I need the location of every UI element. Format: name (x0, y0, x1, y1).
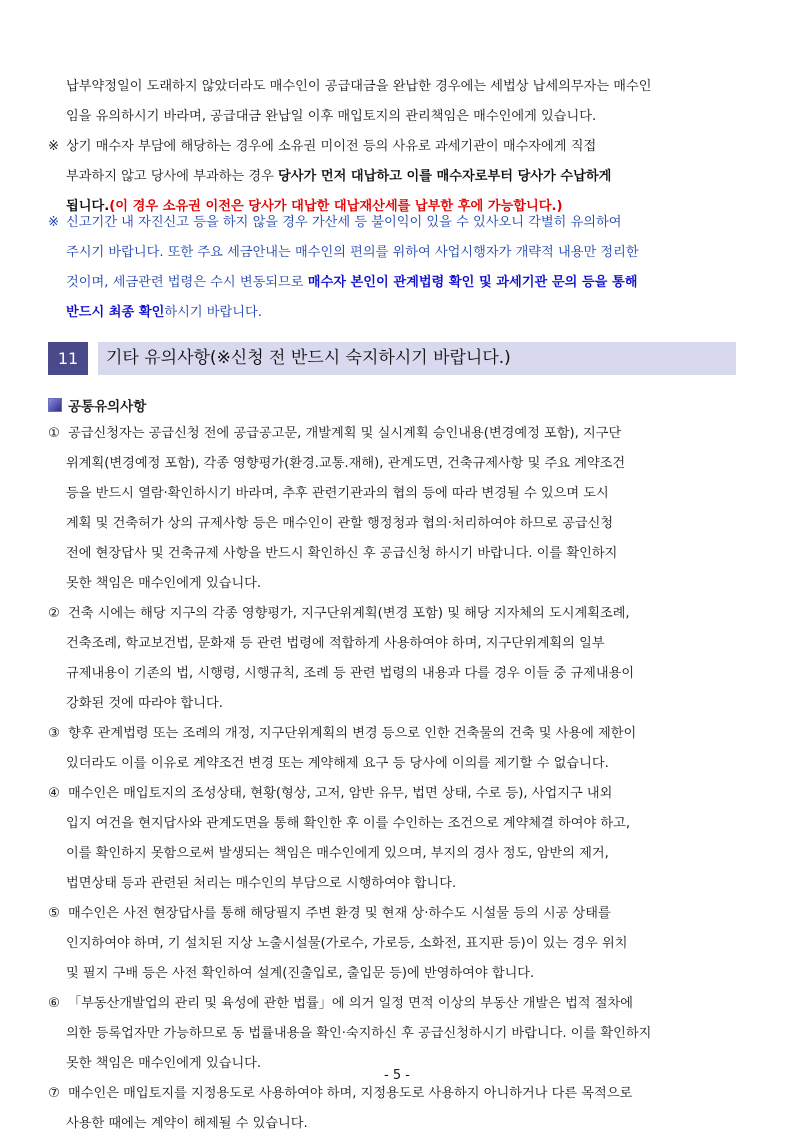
text-line: 하시기 바랍니다. (164, 305, 262, 320)
subheading-label: 공통유의사항 (68, 399, 147, 415)
item-number: ⑥ (48, 996, 60, 1011)
text-line: 인지하여야 하며, 기 설치된 지상 노출시설물(가로수, 가로등, 소화전, 표지판 등)이 있는 경우 위치 (66, 936, 628, 951)
list-item (48, 419, 760, 599)
tax-liability-paragraph (48, 72, 758, 132)
text-line: 향후 관계법령 또는 조례의 개정, 지구단위계획의 변경 등으로 인한 건축물의 건축 및 사용에 제한이 (68, 726, 637, 741)
item-number: ⑦ (48, 1086, 60, 1101)
page-number: - 5 - (384, 1068, 410, 1083)
text-line: 건축 시에는 해당 지구의 각종 영향평가, 지구단위계획(변경 포함) 및 해당 지자체의 도시계획조례, (68, 606, 630, 621)
text-line: 있더라도 이를 이유로 계약조건 변경 또는 계약해제 요구 등 당사에 이의를 제기할 수 없습니다. (66, 756, 609, 771)
text-line: 못한 책임은 매수인에게 있습니다. (66, 1056, 262, 1071)
text-line: 강화된 것에 따라야 합니다. (66, 696, 223, 711)
text-line: 매수인은 매입토지의 조성상태, 현황(형상, 고저, 암반 유무, 법면 상태, 수로 등), 사업지구 내외 (68, 786, 613, 801)
text-line: 매수인은 매입토지를 지정용도로 사용하여야 하며, 지정용도로 사용하지 아니하거나 다른 목적으로 (68, 1086, 633, 1101)
item-number: ① (48, 426, 60, 441)
item-number: ④ (48, 786, 60, 801)
text-line: 건축조례, 학교보건법, 문화재 등 관련 법령에 적합하게 사용하여야 하며, 지구단위계획의 일부 (66, 636, 605, 651)
note-mark: ※ (48, 215, 60, 230)
list-item (48, 719, 760, 779)
item-number: ③ (48, 726, 60, 741)
subheading (48, 397, 146, 417)
note-mark: ※ (48, 139, 60, 154)
text-line: 계획 및 건축허가 상의 규제사항 등은 매수인이 관할 행정청과 협의·처리하여야 하므로 공급신청 (66, 516, 614, 531)
notice-item-list (48, 419, 760, 1139)
text-line: 사용한 때에는 계약이 해제될 수 있습니다. (66, 1116, 308, 1131)
list-item (48, 899, 760, 989)
text-line: 및 필지 구배 등은 사전 확인하여 설계(진출입로, 출입문 등)에 반영하여야 합니다. (66, 966, 535, 981)
text-line: 의한 등록업자만 가능하므로 동 법률내용을 확인·숙지하신 후 공급신청하시기 바랍니다. 이를 확인하지 (66, 1026, 652, 1041)
text-line: 주시기 바랍니다. 또한 주요 세금안내는 매수인의 편의를 위하여 사업시행자가 개략적 내용만 정리한 (66, 245, 639, 260)
text-line: 전에 현장답사 및 건축규제 사항을 반드시 확인하신 후 공급신청 하시기 바랍니다. 이를 확인하지 (66, 546, 618, 561)
text-line: 등을 반드시 열람·확인하시기 바라며, 추후 관련기관과의 협의 등에 따라 변경될 수 있으며 도시 (66, 486, 609, 501)
text-line: 임을 유의하시기 바라며, 공급대금 완납일 이후 매입토지의 관리책임은 매수인에게 있습니다. (66, 109, 597, 124)
text-line: 부과하지 않고 당사에 부과하는 경우 (66, 169, 279, 184)
text-line: 이를 확인하지 못함으로써 발생되는 책임은 매수인에게 있으며, 부지의 경사 정도, 암반의 제거, (66, 846, 609, 861)
text-line: 상기 매수자 부담에 해당하는 경우에 소유권 미이전 등의 사유로 과세기관이 매수자에게 직접 (66, 139, 597, 154)
list-item (48, 779, 760, 899)
section-title: 기타 유의사항(※신청 전 반드시 숙지하시기 바랍니다.) (98, 342, 736, 375)
item-number: ② (48, 606, 60, 621)
text-line: 매수인은 사전 현장답사를 통해 해당필지 주변 환경 및 현재 상·하수도 시설물 등의 시공 상태를 (68, 906, 611, 921)
section-header (48, 342, 736, 375)
warning-text: (이 경우 소유권 이전은 당사가 대납한 대납재산세를 납부한 후에 가능합니다.) (109, 199, 563, 214)
text-line: 위계획(변경예정 포함), 각종 영향평가(환경.교통.재해), 관계도면, 건축규제사항 및 주요 계약조건 (66, 456, 626, 471)
list-item (48, 989, 760, 1079)
note-self-report (48, 208, 758, 328)
text-line: 규제내용이 기존의 법, 시행령, 시행규칙, 조례 등 관련 법령의 내용과 다를 경우 이들 중 규제내용이 (66, 666, 635, 681)
text-line: 못한 책임은 매수인에게 있습니다. (66, 576, 262, 591)
list-item (48, 1079, 760, 1139)
item-number: ⑤ (48, 906, 60, 921)
emphasis-text: 매수자 본인이 관계법령 확인 및 과세기관 문의 등을 통해 (307, 275, 638, 290)
text-line: 「부동산개발업의 관리 및 육성에 관한 법률」에 의거 일정 면적 이상의 부동산 개발은 법적 절차에 (68, 996, 633, 1011)
list-item (48, 599, 760, 719)
emphasis-text: 반드시 최종 확인 (66, 305, 165, 320)
text-line: 신고기간 내 자진신고 등을 하지 않을 경우 가산세 등 불이익이 있을 수 있사오니 각별히 유의하여 (66, 215, 622, 230)
text-line: 공급신청자는 공급신청 전에 공급공고문, 개발계획 및 실시계획 승인내용(변경예정 포함), 지구단 (68, 426, 622, 441)
emphasis-text: 됩니다. (66, 199, 110, 214)
section-number: 11 (48, 342, 88, 375)
text-line: 법면상태 등과 관련된 처리는 매수인의 부담으로 시행하여야 합니다. (66, 876, 457, 891)
text-line: 것이며, 세금관련 법령은 수시 변동되므로 (66, 275, 308, 290)
text-line: 납부약정일이 도래하지 않았더라도 매수인이 공급대금을 완납한 경우에는 세법상 납세의무자는 매수인 (66, 79, 652, 94)
emphasis-text: 당사가 먼저 대납하고 이를 매수자로부터 당사가 수납하게 (278, 169, 612, 184)
square-bullet-icon (48, 398, 62, 412)
text-line: 입지 여건을 현지답사와 관계도면을 통해 확인한 후 이를 수인하는 조건으로 계약체결 하여야 하고, (66, 816, 631, 831)
